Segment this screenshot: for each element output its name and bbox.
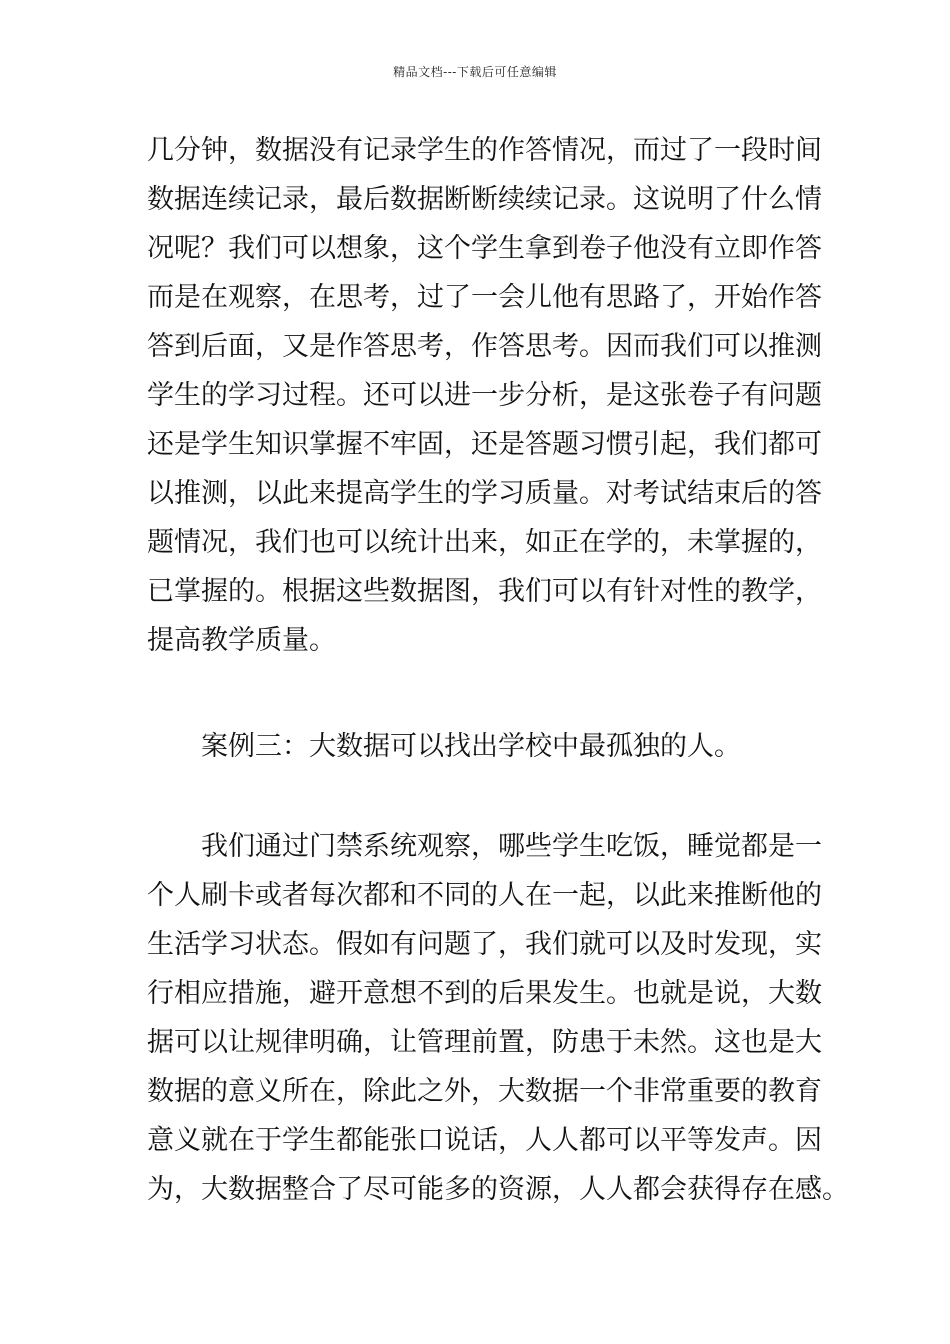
text-line: 案例三：大数据可以找出学校中最孤独的人。 <box>147 731 741 762</box>
text-line: 意义就在于学生都能张口说话，人人都可以平等发声。因 <box>147 1125 822 1156</box>
text-line: 已掌握的。根据这些数据图，我们可以有针对性的教学， <box>147 576 822 607</box>
body-paragraph-2 <box>147 822 849 1214</box>
body-paragraph-1 <box>147 126 822 665</box>
text-line: 行相应措施，避开意想不到的后果发生。也就是说，大数 <box>147 978 822 1009</box>
text-line: 数据的意义所在，除此之外，大数据一个非常重要的教育 <box>147 1076 822 1107</box>
text-line: 况呢？我们可以想象，这个学生拿到卷子他没有立即作答 <box>147 233 822 264</box>
page-header: 精品文档---下载后可任意编辑 <box>393 65 557 79</box>
text-line: 为，大数据整合了尽可能多的资源，人人都会获得存在感。 <box>147 1174 849 1205</box>
text-line: 答到后面，又是作答思考，作答思考。因而我们可以推测 <box>147 331 822 362</box>
text-line: 我们通过门禁系统观察，哪些学生吃饭，睡觉都是一 <box>147 831 822 862</box>
text-line: 个人刷卡或者每次都和不同的人在一起，以此来推断他的 <box>147 880 822 911</box>
text-line: 题情况，我们也可以统计出来，如正在学的，未掌握的， <box>147 527 822 558</box>
text-line: 以推测，以此来提高学生的学习质量。对考试结束后的答 <box>147 478 822 509</box>
text-line: 数据连续记录，最后数据断断续续记录。这说明了什么情 <box>147 184 822 215</box>
text-line: 提高教学质量。 <box>147 625 336 656</box>
text-line: 生活学习状态。假如有问题了，我们就可以及时发现，实 <box>147 929 822 960</box>
text-line: 而是在观察，在思考，过了一会儿他有思路了，开始作答 <box>147 282 822 313</box>
text-line: 据可以让规律明确，让管理前置，防患于未然。这也是大 <box>147 1027 822 1058</box>
case-heading <box>147 722 807 771</box>
text-line: 还是学生知识掌握不牢固，还是答题习惯引起，我们都可 <box>147 429 822 460</box>
text-line: 几分钟，数据没有记录学生的作答情况，而过了一段时间 <box>147 135 822 166</box>
text-line: 学生的学习过程。还可以进一步分析，是这张卷子有问题 <box>147 380 822 411</box>
